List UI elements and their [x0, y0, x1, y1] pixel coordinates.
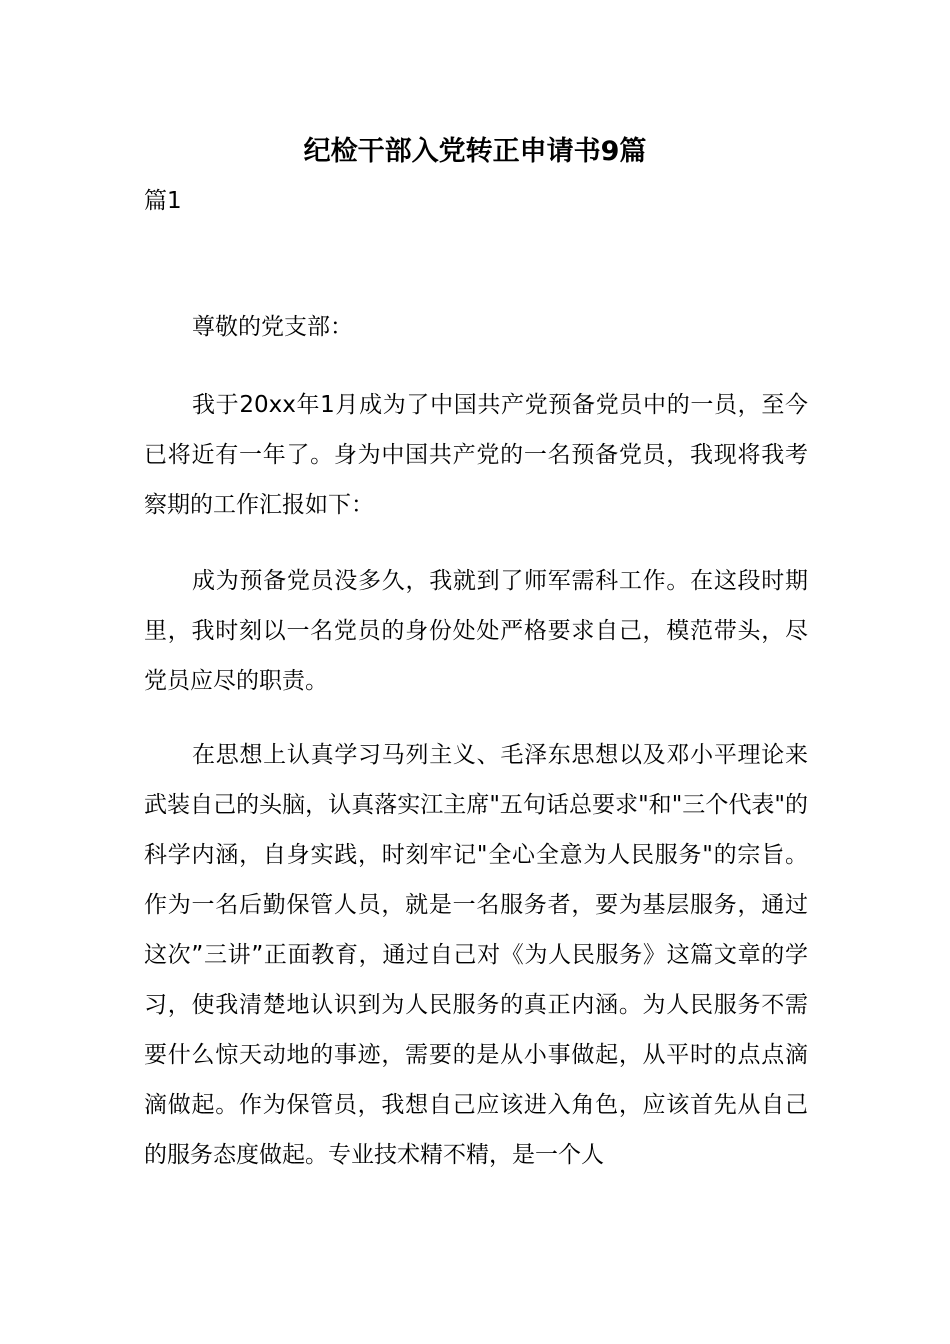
salutation: 尊敬的党支部：: [192, 314, 353, 340]
paragraph-1: 我于20xx年1月成为了中国共产党预备党员中的一员，至今已将近有一年了。身为中国共产党的一名预备党员，我现将我考察期的工作汇报如下：: [144, 392, 808, 518]
paragraph-3: 在思想上认真学习马列主义、毛泽东思想以及邓小平理论来武装自己的头脑，认真落实江主席"五句话总要求"和"三个代表"的科学内涵，自身实践，时刻牢记"全心全意为人民服务"的宗旨。作为一名后勤保管人员，就是一名服务者，要为基层服务，通过这次”三讲”正面教育，通过自己对《为人民服务》这篇文章的学习，使我清楚地认识到为人民服务的真正内涵。为人民服务不需要什么惊天动地的事迹，需要的是从小事做起，从平时的点点滴滴做起。作为保管员，我想自己应该进入角色，应该首先从自己的服务态度做起。专业技术精不精，是一个人: [144, 742, 808, 1168]
paragraph-2: 成为预备党员没多久，我就到了师军需科工作。在这段时期里，我时刻以一名党员的身份处处严格要求自己，模范带头，尽党员应尽的职责。: [144, 568, 808, 694]
section-label: 篇1: [144, 188, 182, 214]
document-title: 纪检干部入党转正申请书9篇: [303, 136, 647, 167]
